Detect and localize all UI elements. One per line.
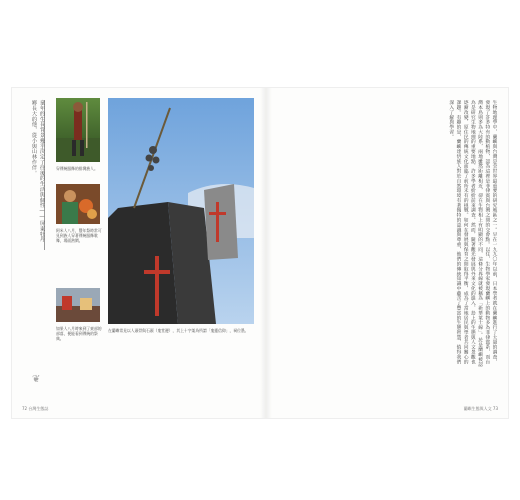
photo-harvest-festival bbox=[56, 184, 100, 224]
caption-2: 阿米人八月，豐年祭時常可見到族人穿著傳統服飾歌舞，場面熱鬧。 bbox=[56, 228, 102, 243]
left-page bbox=[12, 88, 260, 418]
book-gutter bbox=[260, 88, 272, 418]
right-folio: 蘭嶼生態與人文 73 bbox=[463, 406, 498, 411]
book-spread bbox=[12, 88, 508, 418]
right-page bbox=[272, 88, 508, 418]
caption-1: 穿傳統服飾的排灣族人。 bbox=[56, 166, 98, 171]
photo-cross-rocks bbox=[108, 98, 254, 324]
pull-quote: 童年的生長背景幾乎決定了往後的生活與個性——屏東牡丹鄉長大的他，從小與山林作伴。 bbox=[31, 100, 45, 242]
body-text: 生物地理學中，蘭嶼與台灣是全世界最重要的研究地區之一。早在一九九〇年以前，日本學者就在蘭嶼進行了大量的調查，發現了許多特有的動植物，認為這裡是菲律賓與台灣之間的交會點。以往，生物學家發現蘭嶼上的動物多為菲律賓系，而台灣本島則多為大陸系，兩地雖然距離相近，卻在生物相上有明顯的不同，這條分界線就被稱為「新華萊士線」。於是蘭嶼被認為是研究生物地理的重要地點，許多學者紛紛前來調查。然而，隨著觀光發展與外來文化的進入，島上的生態與人文景觀也逐漸改變，原住民的傳統文化面臨了前所未有的挑戰。如何在發展與保育之間取得平衡，成為了當地居民與學者共同關心的課題。有趣的是，蘭嶼達悟族人對於自然環境有著獨特的認識與尊重，他們的傳統知識中蘊含了豐富的生態智慧，值得我們深入了解與學習。 bbox=[448, 100, 497, 367]
ornament: ❦ bbox=[32, 374, 41, 385]
main-caption: 在蘭嶼常見以人頭骨與石頭（鬼堂邊），其上十字架為所謂「鬼靈信仰」，祠位墨。 bbox=[108, 328, 249, 333]
photo-tribal-dancer bbox=[56, 98, 100, 162]
caption-3: 如果人八月時來到了東部的部落，便能看到傳統的祭典。 bbox=[56, 326, 102, 341]
left-folio: 72 台灣生態誌 bbox=[22, 406, 49, 411]
photo-village-scene bbox=[56, 288, 100, 322]
